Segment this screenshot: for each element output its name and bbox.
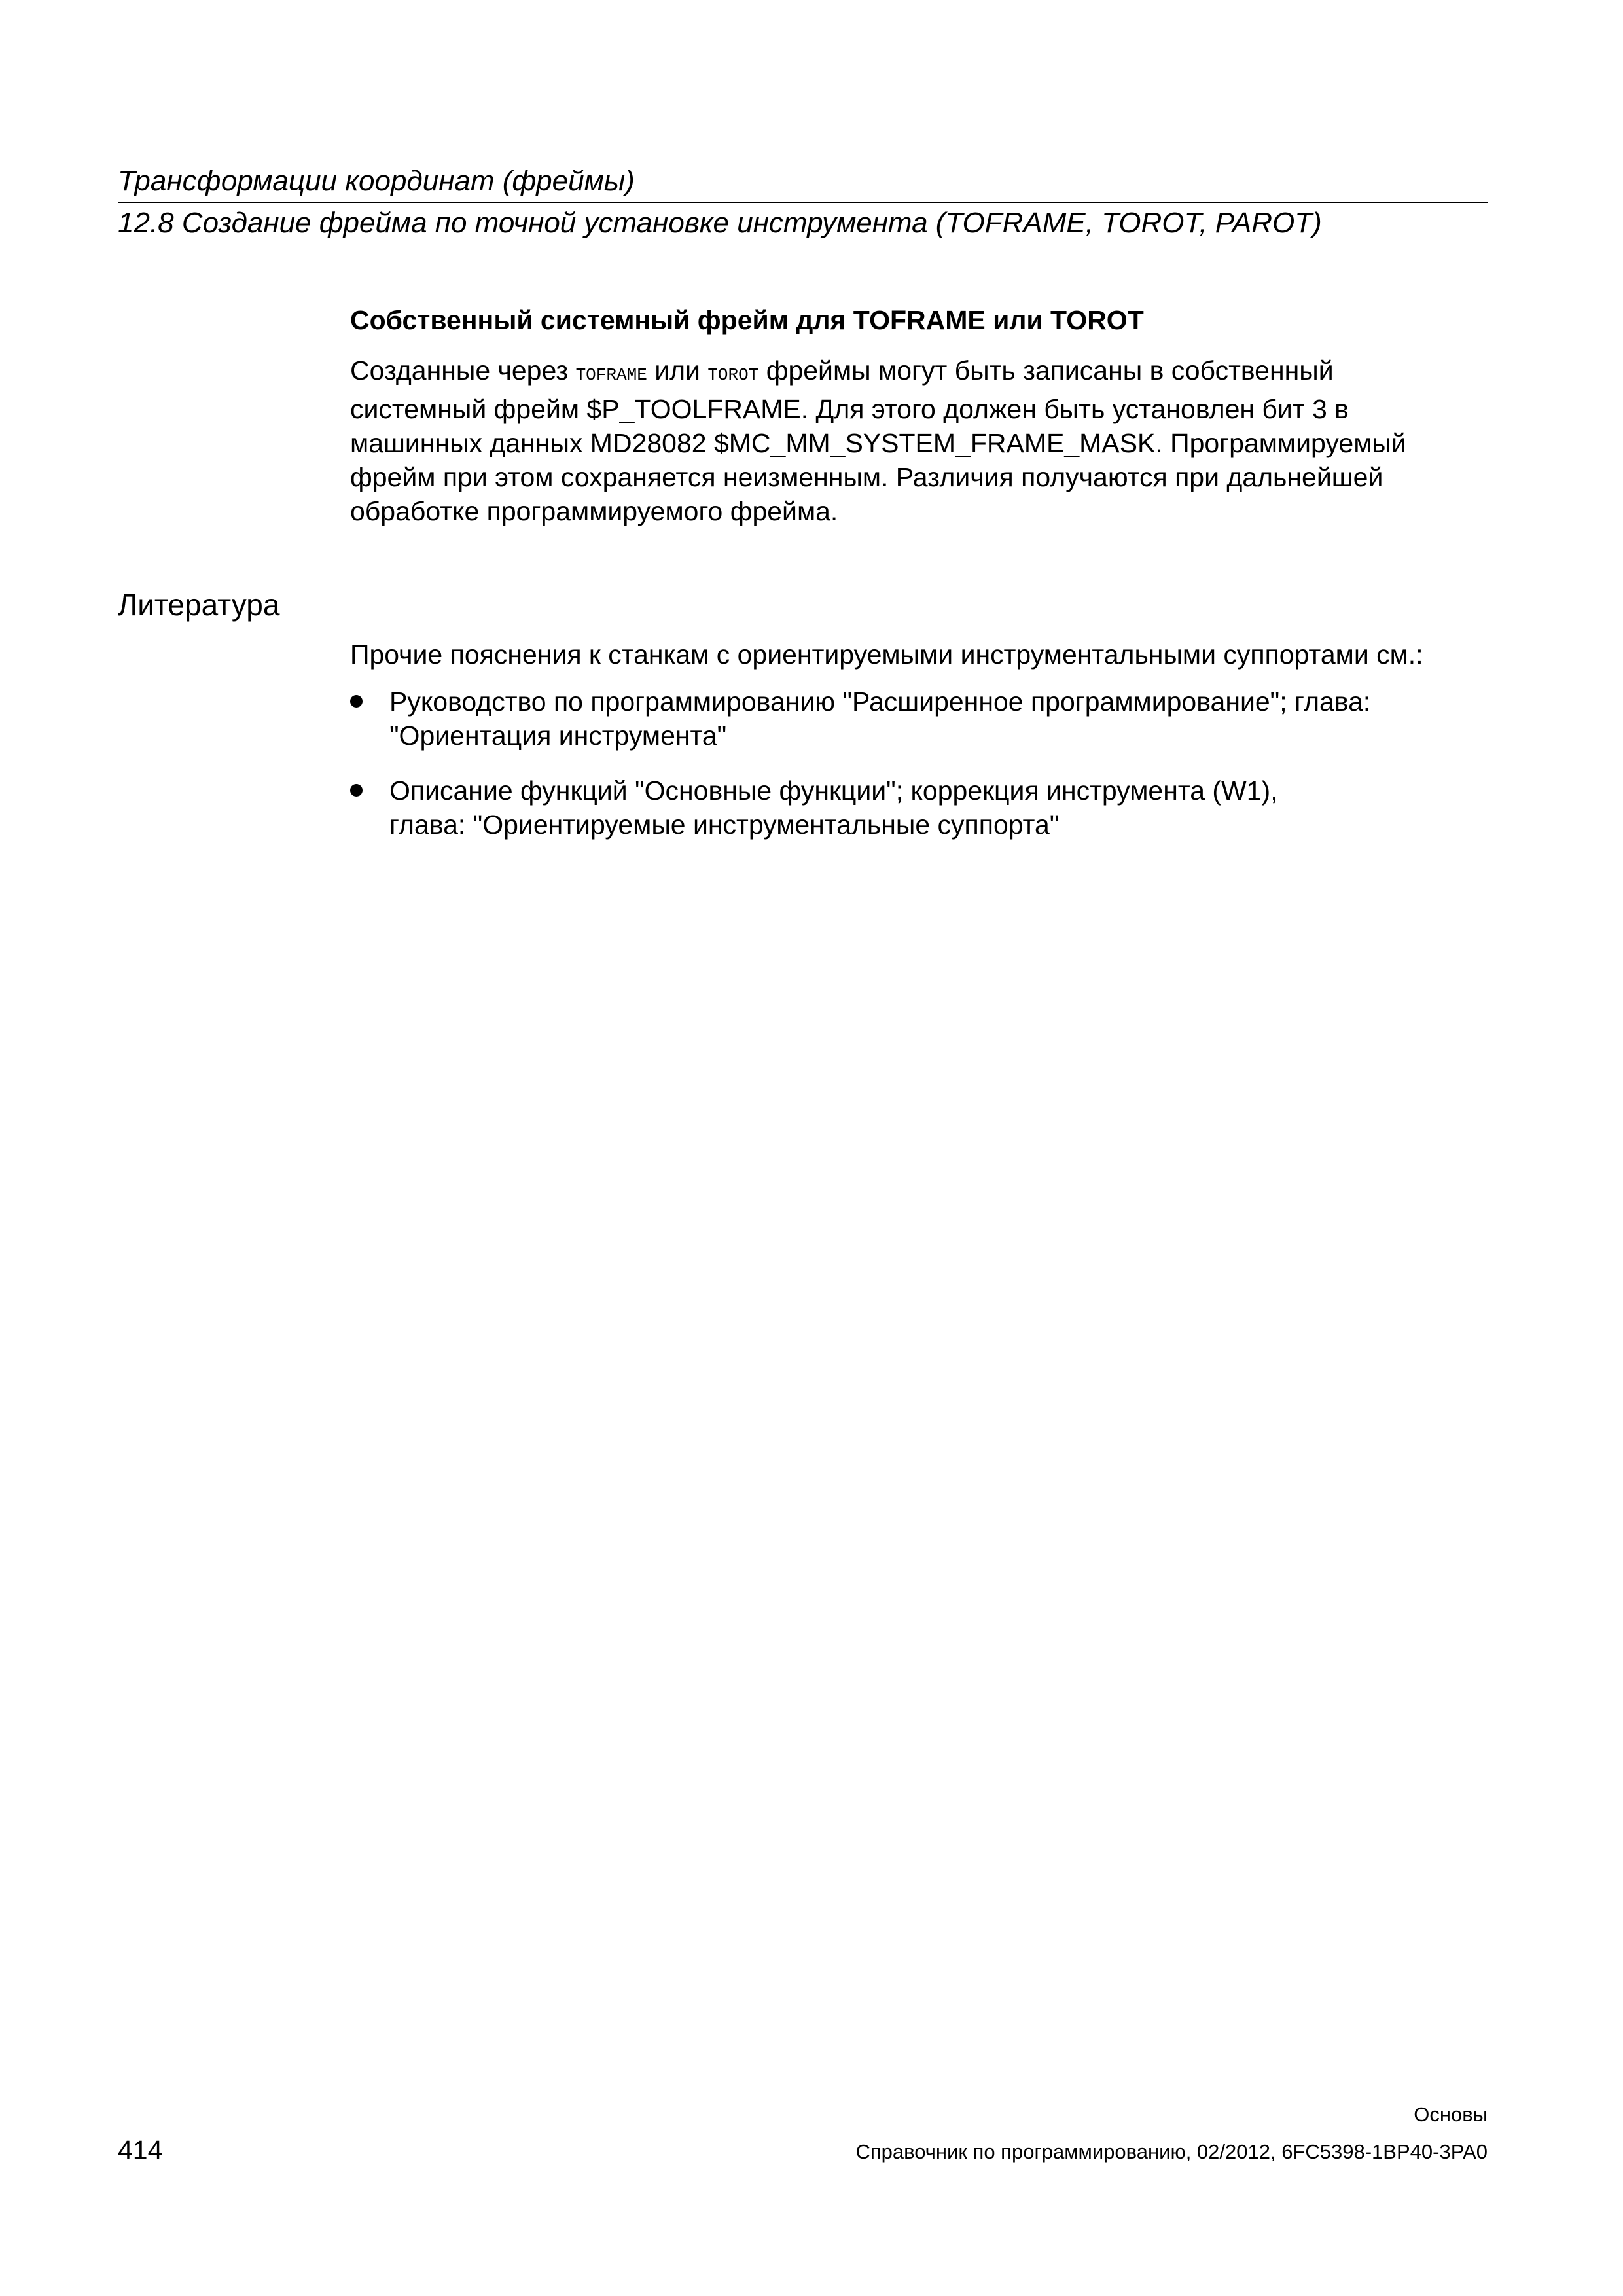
literature-item-line: Описание функций "Основные функции"; коррекция инструмента (W1), (389, 776, 1278, 806)
paragraph-text: Созданные через (350, 355, 576, 386)
code-keyword-toframe: TOFRAME (575, 365, 647, 385)
footer-document-info: Справочник по программированию, 02/2012, 6FC5398-1BP40-3PA0 (855, 2140, 1488, 2163)
paragraph-line (350, 353, 1489, 392)
literature-heading: Литература (118, 588, 280, 622)
literature-item-line: "Ориентация инструмента" (389, 721, 727, 751)
literature-intro: Прочие пояснения к станкам с ориентируемыми инструментальными суппортами см.: (350, 639, 1423, 670)
paragraph-line: обработке программируемого фрейма. (350, 496, 838, 526)
paragraph-text: фреймы могут быть записаны в собственный (758, 355, 1334, 386)
paragraph-line: системный фрейм $P_TOOLFRAME. Для этого должен быть установлен бит 3 в (350, 394, 1349, 424)
paragraph-text: или (647, 355, 708, 386)
code-keyword-torot: TOROT (707, 365, 759, 385)
header-divider (118, 202, 1488, 203)
page-number: 414 (118, 2135, 163, 2165)
literature-item (350, 685, 1489, 753)
bullet-icon (350, 695, 363, 708)
literature-list (350, 685, 1489, 863)
literature-item-line: глава: "Ориентируемые инструментальные суппорта" (389, 810, 1060, 840)
subsection-title: Собственный системный фрейм для TOFRAME или TOROT (350, 305, 1144, 335)
literature-item (350, 774, 1489, 842)
paragraph-line: фрейм при этом сохраняется неизменным. Различия получаются при дальнейшей (350, 462, 1383, 492)
paragraph-line: машинных данных MD28082 $MC_MM_SYSTEM_FRAME_MASK. Программируемый (350, 428, 1406, 458)
literature-item-line: Руководство по программированию "Расширенное программирование"; глава: (389, 687, 1371, 717)
footer-document-title: Основы (1414, 2103, 1488, 2126)
running-header-chapter: Трансформации координат (фреймы) (118, 165, 635, 197)
bullet-icon (350, 784, 363, 797)
running-header-section: 12.8 Создание фрейма по точной установке инструмента (TOFRAME, TOROT, PAROT) (118, 207, 1322, 239)
subsection-paragraph (350, 353, 1489, 528)
